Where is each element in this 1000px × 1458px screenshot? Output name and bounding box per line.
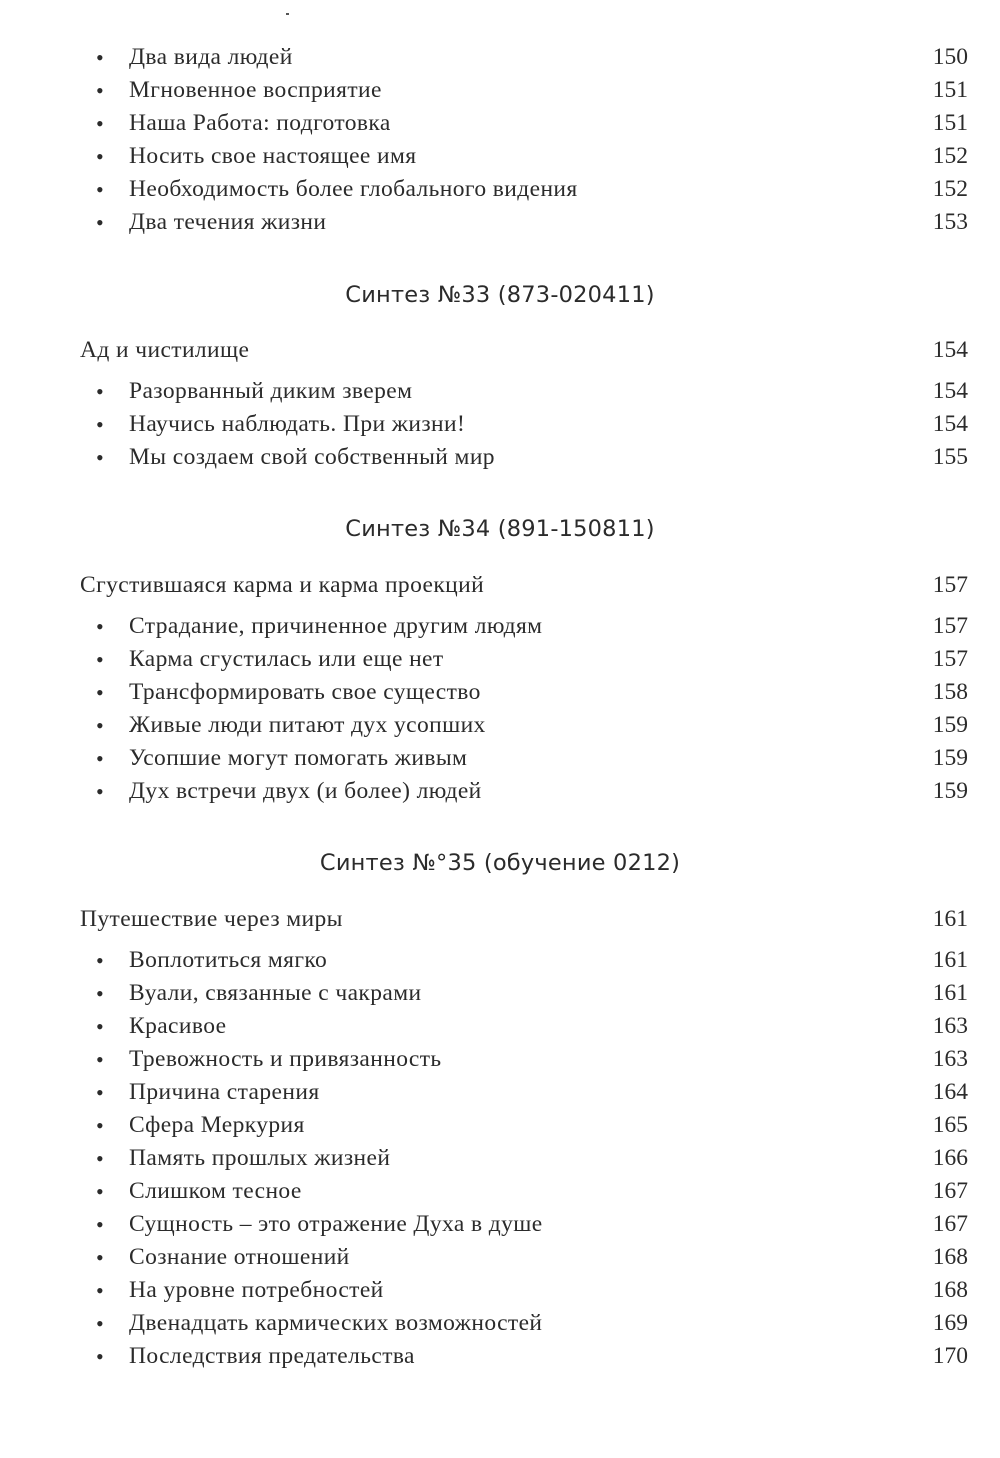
entry-title: Дух встречи двух (и более) людей: [129, 778, 482, 804]
entry-page-number: 163: [932, 1046, 968, 1072]
entry-page-number: 157: [932, 646, 968, 672]
entry-title: Носить свое настоящее имя: [129, 143, 417, 169]
bullet-icon: •: [96, 379, 104, 404]
entry-title: Мгновенное восприятие: [129, 77, 382, 103]
entry-title: Научись наблюдать. При жизни!: [129, 411, 466, 437]
bullet-icon: •: [96, 144, 104, 169]
entry-page-number: 166: [932, 1145, 968, 1171]
toc-subentry[interactable]: [0, 610, 1000, 643]
toc-subentry[interactable]: [0, 977, 1000, 1010]
entry-page-number: 163: [932, 1013, 968, 1039]
entry-page-number: 151: [932, 77, 968, 103]
toc-subentry[interactable]: [0, 1175, 1000, 1208]
entry-page-number: 167: [932, 1211, 968, 1237]
toc-subentry[interactable]: [0, 74, 1000, 107]
toc-subentry[interactable]: [0, 676, 1000, 709]
entry-title: Страдание, причиненное другим людям: [129, 613, 543, 639]
toc-subentry[interactable]: [0, 206, 1000, 239]
chapter-title: Ад и чистилище: [80, 337, 250, 363]
chapter-title: Путешествие через миры: [80, 906, 343, 932]
bullet-icon: •: [96, 412, 104, 437]
entry-page-number: 152: [932, 143, 968, 169]
bullet-icon: •: [96, 1113, 104, 1138]
entry-page-number: 167: [932, 1178, 968, 1204]
entry-title: Усопшие могут помогать живым: [129, 745, 468, 771]
entry-title: Красивое: [129, 1013, 227, 1039]
toc-subentry[interactable]: [0, 107, 1000, 140]
bullet-icon: •: [96, 680, 104, 705]
toc-subentry[interactable]: [0, 441, 1000, 474]
entry-page-number: 168: [932, 1244, 968, 1270]
entry-title: Сознание отношений: [129, 1244, 350, 1270]
entry-title: Мы создаем свой собственный мир: [129, 444, 495, 470]
bullet-icon: •: [96, 948, 104, 973]
toc-subentry[interactable]: [0, 1043, 1000, 1076]
section-heading: Синтез №34 (891-150811): [345, 516, 655, 542]
section-heading: Синтез №33 (873-020411): [345, 282, 655, 308]
entry-title: Живые люди питают дух усопших: [129, 712, 486, 738]
toc-subentry[interactable]: [0, 643, 1000, 676]
entry-title: Вуали, связанные с чакрами: [129, 980, 422, 1006]
entry-title: Тревожность и привязанность: [129, 1046, 442, 1072]
bullet-icon: •: [96, 746, 104, 771]
bullet-icon: •: [96, 111, 104, 136]
entry-page-number: 169: [932, 1310, 968, 1336]
entry-page-number: 161: [932, 947, 968, 973]
toc-subentry[interactable]: [0, 1142, 1000, 1175]
entry-page-number: 152: [932, 176, 968, 202]
entry-page-number: 165: [932, 1112, 968, 1138]
entry-title: Наша Работа: подготовка: [129, 110, 391, 136]
entry-page-number: 164: [932, 1079, 968, 1105]
bullet-icon: •: [96, 1344, 104, 1369]
entry-page-number: 150: [932, 44, 968, 70]
bullet-icon: •: [96, 647, 104, 672]
bullet-icon: •: [96, 210, 104, 235]
scan-mark: [286, 13, 289, 15]
bullet-icon: •: [96, 614, 104, 639]
toc-subentry[interactable]: [0, 1307, 1000, 1340]
bullet-icon: •: [96, 1278, 104, 1303]
bullet-icon: •: [96, 779, 104, 804]
entry-title: Сфера Меркурия: [129, 1112, 305, 1138]
entry-page-number: 161: [932, 980, 968, 1006]
toc-subentry[interactable]: [0, 742, 1000, 775]
entry-title: Воплотиться мягко: [129, 947, 328, 973]
toc-chapter-entry[interactable]: [0, 334, 1000, 367]
section-heading: Синтез №°35 (обучение 0212): [319, 850, 681, 876]
entry-title: Последствия предательства: [129, 1343, 415, 1369]
toc-subentry[interactable]: [0, 41, 1000, 74]
entry-title: Двенадцать кармических возможностей: [129, 1310, 543, 1336]
toc-subentry[interactable]: [0, 709, 1000, 742]
entry-title: Причина старения: [129, 1079, 320, 1105]
bullet-icon: •: [96, 1179, 104, 1204]
entry-page-number: 154: [932, 378, 968, 404]
bullet-icon: •: [96, 1146, 104, 1171]
entry-page-number: 151: [932, 110, 968, 136]
bullet-icon: •: [96, 1014, 104, 1039]
entry-page-number: 153: [932, 209, 968, 235]
bullet-icon: •: [96, 713, 104, 738]
toc-subentry[interactable]: [0, 140, 1000, 173]
entry-title: Слишком тесное: [129, 1178, 302, 1204]
entry-title: Память прошлых жизней: [129, 1145, 391, 1171]
entry-page-number: 154: [932, 337, 968, 363]
bullet-icon: •: [96, 981, 104, 1006]
bullet-icon: •: [96, 445, 104, 470]
entry-page-number: 159: [932, 745, 968, 771]
toc-chapter-entry[interactable]: [0, 903, 1000, 936]
toc-chapter-entry[interactable]: [0, 569, 1000, 602]
toc-subentry[interactable]: [0, 1076, 1000, 1109]
entry-page-number: 157: [932, 572, 968, 598]
entry-title: Сущность – это отражение Духа в душе: [129, 1211, 543, 1237]
entry-page-number: 170: [932, 1343, 968, 1369]
entry-title: Трансформировать свое существо: [129, 679, 481, 705]
bullet-icon: •: [96, 45, 104, 70]
toc-subentry[interactable]: [0, 1208, 1000, 1241]
entry-page-number: 168: [932, 1277, 968, 1303]
entry-title: На уровне потребностей: [129, 1277, 384, 1303]
toc-subentry[interactable]: [0, 375, 1000, 408]
entry-page-number: 154: [932, 411, 968, 437]
bullet-icon: •: [96, 1212, 104, 1237]
toc-subentry[interactable]: [0, 775, 1000, 808]
toc-subentry[interactable]: [0, 408, 1000, 441]
bullet-icon: •: [96, 1080, 104, 1105]
entry-title: Карма сгустилась или еще нет: [129, 646, 444, 672]
toc-subentry[interactable]: [0, 173, 1000, 206]
entry-page-number: 158: [932, 679, 968, 705]
toc-subentry[interactable]: [0, 1340, 1000, 1373]
toc-subentry[interactable]: [0, 944, 1000, 977]
bullet-icon: •: [96, 1311, 104, 1336]
toc-subentry[interactable]: [0, 1274, 1000, 1307]
entry-title: Необходимость более глобального видения: [129, 176, 578, 202]
bullet-icon: •: [96, 177, 104, 202]
entry-page-number: 157: [932, 613, 968, 639]
entry-page-number: 159: [932, 778, 968, 804]
bullet-icon: •: [96, 78, 104, 103]
bullet-icon: •: [96, 1047, 104, 1072]
bullet-icon: •: [96, 1245, 104, 1270]
chapter-title: Сгустившаяся карма и карма проекций: [80, 572, 485, 598]
toc-subentry[interactable]: [0, 1109, 1000, 1142]
entry-page-number: 161: [932, 906, 968, 932]
entry-title: Два течения жизни: [129, 209, 327, 235]
toc-subentry[interactable]: [0, 1010, 1000, 1043]
toc-subentry[interactable]: [0, 1241, 1000, 1274]
entry-page-number: 159: [932, 712, 968, 738]
entry-page-number: 155: [932, 444, 968, 470]
entry-title: Разорванный диким зверем: [129, 378, 413, 404]
entry-title: Два вида людей: [129, 44, 293, 70]
